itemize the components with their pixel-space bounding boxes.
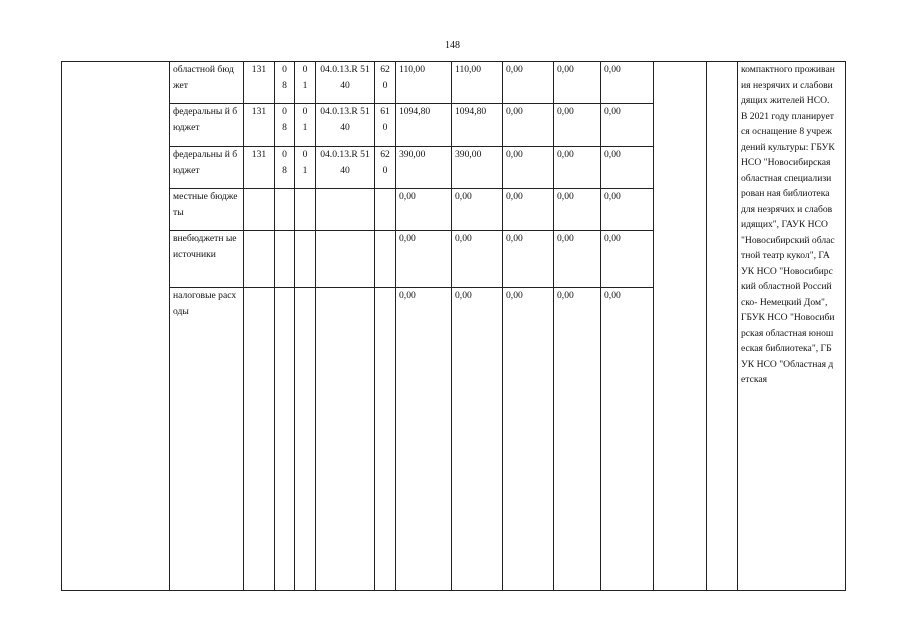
vr-cell — [375, 231, 396, 288]
rz-cell — [275, 189, 295, 231]
value-cell: 0,00 — [503, 288, 554, 591]
grbs-cell: 131 — [244, 147, 275, 189]
value-cell: 1094,80 — [452, 104, 503, 147]
source-cell: федеральны й бюджет — [170, 104, 244, 147]
grbs-cell — [244, 189, 275, 231]
value-cell: 0,00 — [503, 231, 554, 288]
result-cell — [707, 62, 738, 591]
pr-cell: 0 1 — [295, 104, 316, 147]
value-cell: 0,00 — [554, 62, 601, 104]
rz-cell — [275, 288, 295, 591]
source-cell: налоговые расходы — [170, 288, 244, 591]
pr-cell: 0 1 — [295, 147, 316, 189]
vr-cell — [375, 288, 396, 591]
value-cell: 0,00 — [396, 189, 452, 231]
value-cell: 0,00 — [601, 189, 654, 231]
csr-cell — [316, 189, 375, 231]
value-cell: 0,00 — [601, 288, 654, 591]
value-cell: 0,00 — [601, 104, 654, 147]
value-cell: 0,00 — [601, 231, 654, 288]
value-cell: 1094,80 — [396, 104, 452, 147]
value-cell: 0,00 — [601, 62, 654, 104]
value-cell: 0,00 — [503, 189, 554, 231]
vr-cell — [375, 189, 396, 231]
grbs-cell: 131 — [244, 62, 275, 104]
value-cell: 0,00 — [503, 62, 554, 104]
value-cell: 0,00 — [452, 288, 503, 591]
note-text: компактного проживания незрячих и слабовидящих жителей НСО. В 2021 году планируется оснащение 8 учреждений культуры: ГБУК НСО "Новосибирская областная специализирован ная библиотека для незрячих и слабовидящих", ГАУК НСО "Новосибирский областной театр кукол", ГАУК НСО "Новосибирский областной Российско- Немецкий Дом", ГБУК НСО "Новосибирская областная юношеская библиотека", ГБУК НСО "Областная детская — [741, 64, 835, 385]
source-cell: областной бюджет — [170, 62, 244, 104]
rz-cell: 0 8 — [275, 104, 295, 147]
source-cell: федеральны й бюджет — [170, 147, 244, 189]
csr-cell — [316, 231, 375, 288]
value-cell: 0,00 — [554, 231, 601, 288]
value-cell: 0,00 — [554, 189, 601, 231]
vr-cell: 62 0 — [375, 147, 396, 189]
pr-cell: 0 1 — [295, 62, 316, 104]
value-cell: 0,00 — [396, 288, 452, 591]
value-cell: 0,00 — [503, 147, 554, 189]
pr-cell — [295, 189, 316, 231]
value-cell: 110,00 — [452, 62, 503, 104]
page-number: 148 — [445, 40, 460, 51]
source-cell: местные бюджеты — [170, 189, 244, 231]
rz-cell — [275, 231, 295, 288]
value-cell: 0,00 — [554, 147, 601, 189]
value-cell: 0,00 — [396, 231, 452, 288]
grbs-cell — [244, 231, 275, 288]
rz-cell: 0 8 — [275, 147, 295, 189]
pr-cell — [295, 231, 316, 288]
csr-cell: 04.0.13.R 5140 — [316, 104, 375, 147]
grbs-cell: 131 — [244, 104, 275, 147]
budget-table — [61, 61, 846, 591]
rz-cell: 0 8 — [275, 62, 295, 104]
vr-cell: 62 0 — [375, 62, 396, 104]
value-cell: 0,00 — [554, 104, 601, 147]
task-cell — [62, 62, 170, 591]
executor-cell — [654, 62, 707, 591]
value-cell: 390,00 — [396, 147, 452, 189]
csr-cell: 04.0.13.R 5140 — [316, 147, 375, 189]
value-cell: 0,00 — [554, 288, 601, 591]
value-cell: 110,00 — [396, 62, 452, 104]
csr-cell — [316, 288, 375, 591]
value-cell: 0,00 — [503, 104, 554, 147]
vr-cell: 61 0 — [375, 104, 396, 147]
note-cell — [738, 62, 846, 591]
pr-cell — [295, 288, 316, 591]
csr-cell: 04.0.13.R 5140 — [316, 62, 375, 104]
value-cell: 0,00 — [601, 147, 654, 189]
source-cell: внебюджетн ые источники — [170, 231, 244, 288]
value-cell: 390,00 — [452, 147, 503, 189]
value-cell: 0,00 — [452, 189, 503, 231]
grbs-cell — [244, 288, 275, 591]
table-row — [62, 62, 846, 104]
value-cell: 0,00 — [452, 231, 503, 288]
